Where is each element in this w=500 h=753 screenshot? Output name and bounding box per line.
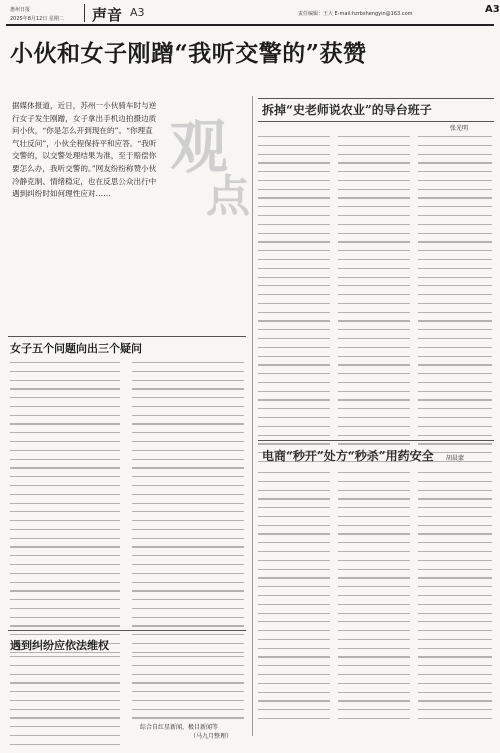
top-right-title: 拆掉“史老师说农业”的导台班子: [262, 103, 432, 117]
page-number: A3: [485, 4, 500, 15]
masthead-divider: [84, 4, 85, 22]
paper-name: 惠州日报: [10, 7, 31, 13]
masthead-rule: [6, 24, 494, 26]
decorative-character-2: 点: [206, 171, 250, 222]
top-right-col-1: [258, 136, 330, 470]
left-section-rule: [8, 336, 246, 337]
bottom-right-title: 电商“秒开”处方“秒杀”用药安全: [262, 449, 434, 463]
column-divider: [252, 96, 253, 736]
top-right-col-2: [338, 136, 410, 470]
left-sub-rule: [8, 630, 246, 631]
bottom-right-col-3: [418, 472, 492, 727]
left-section-title: 女子五个问题向出三个疑问: [10, 342, 142, 355]
decorative-character-1: 观: [170, 113, 229, 181]
bottom-right-rule: [258, 440, 494, 441]
top-right-col-3: [418, 136, 492, 470]
left-text-col-2: [132, 362, 244, 661]
bottom-right-col-1: [258, 472, 330, 727]
bottom-right-author: 胡晨蒙: [446, 455, 465, 462]
date-line: 2025年8月12日 星期二: [10, 16, 64, 22]
top-right-author: 张光明: [450, 125, 469, 132]
section-name: 声音: [92, 6, 123, 24]
left-sub-text-col-1: [10, 656, 120, 753]
footer-source: 综合自红星新闻、极目新闻等: [140, 724, 219, 731]
lead-paragraph: 据媒体报道，近日，苏州一小伙骑车时与逆行女子发生刚蹭，女子拿出手机边拍摄边质问小伙，“你是怎么开到现在的”。“你理直气壮反问”，小伙全程保持平和应答。“我听交警的，以交警处理结果为准，至于赔偿你要怎么办，我听交警的。”网友纷纷称赞小伙冷静克制、情绪稳定，也在反思公众出行中遇到纠纷时如何理性应对……: [12, 101, 157, 199]
main-headline: 小伙和女子刚蹭“我听交警的”获赞: [10, 40, 367, 67]
page-code: A3: [130, 6, 145, 19]
left-sub-text-col-2: [132, 656, 244, 726]
left-text-col-1: [10, 362, 120, 661]
editor-line: 责任编辑：王大 E-mail:hzrbshengyin@163.com: [298, 11, 413, 17]
left-sub-title: 遇到纠纷应依法维权: [10, 639, 109, 652]
footer-editor: （马九月整理）: [190, 733, 233, 740]
bottom-right-col-2: [338, 472, 410, 727]
